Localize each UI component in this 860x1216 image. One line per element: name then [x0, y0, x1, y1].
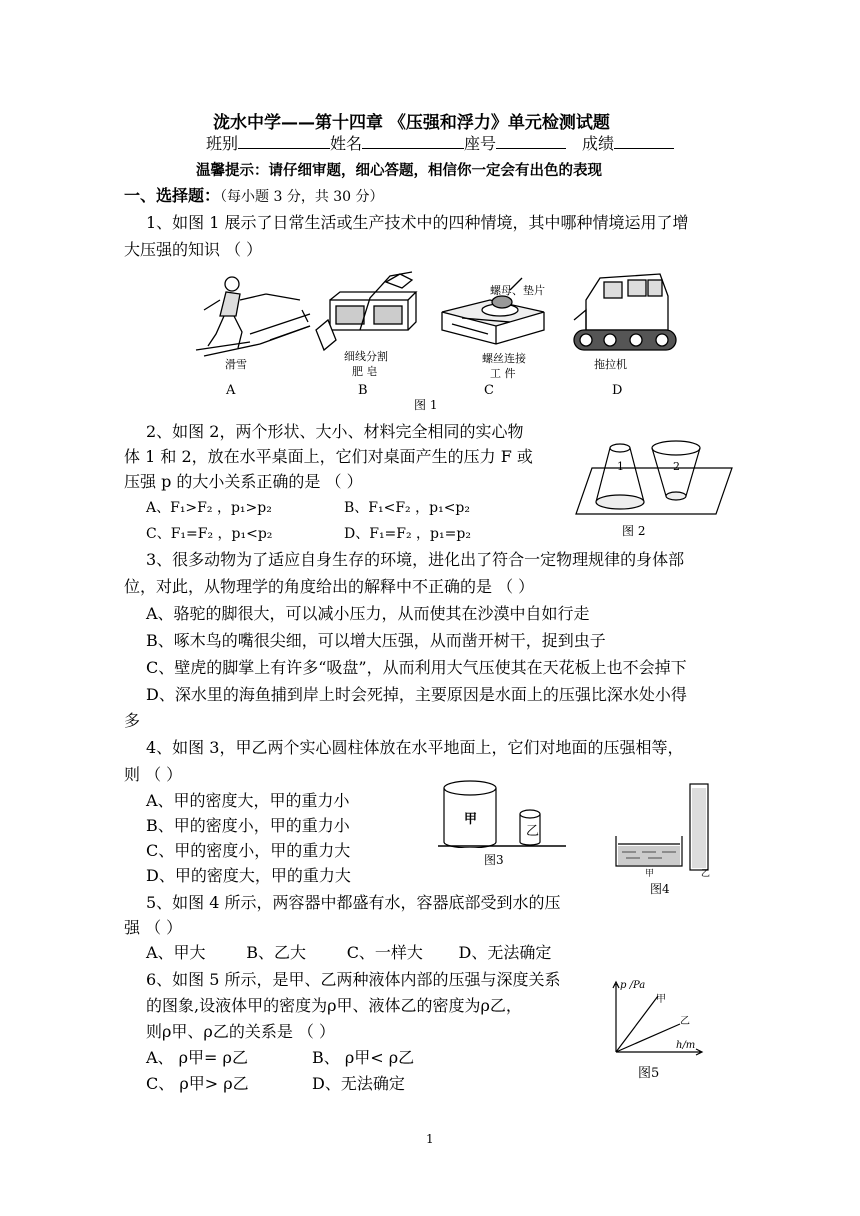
figure4-yi-label: 乙: [701, 869, 711, 879]
q6-line2: 的图象,设液体甲的密度为ρ甲、液体乙的密度为ρ乙，: [146, 996, 522, 1015]
figure5-line-jia: [616, 996, 658, 1052]
figure5-line-yi: [616, 1024, 680, 1052]
q2-option-a[interactable]: A、F₁>F₂ ，p₁>p₂: [146, 500, 272, 516]
seat-blank[interactable]: [496, 132, 566, 149]
figure5-x-label: h/m: [676, 1040, 696, 1051]
q3-option-d[interactable]: D、深水里的海鱼捕到岸上时会死掉，主要原因是水面上的压强比深水处小得: [146, 685, 687, 704]
q4-option-d[interactable]: D、甲的密度大，甲的重力大: [146, 866, 351, 885]
figure2-drawing: [572, 440, 736, 516]
q2-option-b[interactable]: B、F₁<F₂ ，p₁<p₂: [344, 500, 470, 516]
q4-option-c[interactable]: C、甲的密度小，甲的重力大: [146, 841, 351, 860]
name-label: 姓名: [330, 134, 363, 153]
q3-option-b[interactable]: B、啄木鸟的嘴很尖细，可以增大压强，从而凿开树干，捉到虫子: [146, 631, 606, 650]
name-blank[interactable]: [362, 132, 464, 149]
fig2-caption: 图 2: [622, 524, 646, 538]
q5-options[interactable]: A、甲大 B、乙大 C、一样大 D、无法确定: [146, 943, 552, 962]
q4-option-b[interactable]: B、甲的密度小，甲的重力小: [146, 816, 350, 835]
figure4-jia-label: 甲: [645, 869, 655, 879]
figure5-jia-label: 甲: [656, 994, 666, 1005]
fig1-caption-c2: 工 件: [490, 367, 516, 380]
score-blank[interactable]: [614, 132, 674, 149]
q6-option-d[interactable]: D、无法确定: [312, 1074, 405, 1093]
fig1-caption: 图 1: [414, 398, 438, 412]
q1-line2: 大压强的知识 （ ）: [124, 240, 263, 259]
q5-line1: 5、如图 4 所示，两容器中都盛有水，容器底部受到水的压: [146, 893, 561, 912]
q3-option-a[interactable]: A、骆驼的脚很大，可以减小压力，从而使其在沙漠中自如行走: [146, 604, 590, 623]
q4-line2: 则 （ ）: [124, 765, 183, 784]
q6-line1: 6、如图 5 所示，是甲、乙两种液体内部的压强与深度关系: [146, 970, 561, 989]
q4-option-a[interactable]: A、甲的密度大，甲的重力小: [146, 791, 350, 810]
score-label: 成绩: [582, 134, 615, 153]
figure5-yi-label: 乙: [680, 1016, 690, 1027]
q2-line3: 压强 p 的大小关系正确的是 （ ）: [124, 472, 363, 491]
fig4-caption: 图4: [650, 882, 670, 896]
q3-line1: 3、很多动物为了适应自身生存的环境，进化出了符合一定物理规律的身体部: [146, 550, 685, 569]
figure2-object-2: 2: [673, 460, 680, 473]
q3-option-c[interactable]: C、壁虎的脚掌上有许多“吸盘”，从而利用大气压使其在天花板上也不会掉下: [146, 658, 687, 677]
figure5-y-axis: [613, 982, 619, 1052]
q5-line2: 强 （ ）: [124, 918, 183, 937]
fig1-letter-d: D: [612, 383, 623, 398]
q2-option-d[interactable]: D、F₁=F₂ ，p₁=p₂: [344, 526, 471, 542]
figure1-drawings: [190, 270, 750, 378]
figure3-yi-label: 乙: [526, 824, 540, 839]
class-blank[interactable]: [238, 132, 330, 149]
q6-option-a[interactable]: A、 ρ甲= ρ乙: [146, 1048, 248, 1067]
q2-line2: 体 1 和 2，放在水平桌面上，它们对桌面产生的压力 F 或: [124, 447, 533, 466]
fig3-caption: 图3: [484, 853, 504, 867]
figure2-object-1: 1: [617, 460, 624, 473]
fig1-letter-a: A: [226, 383, 236, 398]
fig1-letter-c: C: [484, 383, 494, 398]
soap-illustration: [316, 272, 416, 350]
q1-line1: 1、如图 1 展示了日常生活或生产技术中的四种情境，其中哪种情境运用了增: [146, 213, 689, 232]
figure3-drawing: [436, 776, 568, 848]
q6-option-b[interactable]: B、 ρ甲< ρ乙: [312, 1048, 415, 1067]
section-heading: 一、选择题：（每小题 3 分，共 30 分）: [124, 186, 384, 205]
fig1-caption-d: 拖拉机: [594, 358, 627, 371]
figure4-drawing: [612, 780, 722, 876]
fig1-caption-c-top: 螺母、垫片: [490, 284, 545, 297]
fig1-caption-b1: 细线分割: [344, 350, 388, 363]
class-label: 班别: [206, 134, 239, 153]
student-info-line: [206, 132, 674, 156]
fig1-letter-b: B: [358, 383, 368, 398]
fig1-caption-b2: 肥 皂: [352, 365, 378, 378]
page-title: 泷水中学——第十四章 《压强和浮力》单元检测试题: [213, 113, 610, 133]
page-number: 1: [426, 1132, 434, 1146]
q4-line1: 4、如图 3，甲乙两个实心圆柱体放在水平地面上，它们对地面的压强相等，: [146, 738, 684, 757]
fig1-caption-c1: 螺丝连接: [482, 352, 526, 365]
figure3-jia-label: 甲: [464, 812, 478, 827]
fig1-caption-a: 滑雪: [225, 358, 247, 371]
q2-line1: 2、如图 2，两个形状、大小、材料完全相同的实心物: [146, 422, 524, 441]
fig5-caption: 图5: [638, 1066, 660, 1081]
q2-option-c[interactable]: C、F₁=F₂ ，p₁<p₂: [146, 526, 273, 542]
q3-option-d-cont: 多: [124, 711, 141, 730]
q3-line2: 位，对此，从物理学的角度给出的解释中不正确的是 （ ）: [124, 577, 535, 596]
q6-line3: 则ρ甲、ρ乙的关系是 （ ）: [146, 1022, 335, 1041]
tractor-illustration: [574, 274, 676, 350]
skier-illustration: [196, 277, 310, 356]
exam-tip: 温馨提示：请仔细审题，细心答题，相信你一定会有出色的表现: [196, 163, 602, 179]
seat-label: 座号: [464, 134, 497, 153]
figure5-y-label: p /Pa: [620, 980, 646, 991]
q6-option-c[interactable]: C、 ρ甲> ρ乙: [146, 1074, 249, 1093]
